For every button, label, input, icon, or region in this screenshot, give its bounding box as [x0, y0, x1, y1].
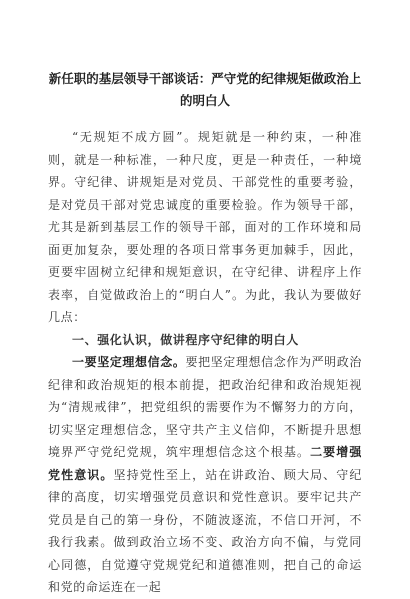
point-1-title: 一要坚定理想信念。: [72, 355, 186, 369]
point-paragraph: [48, 351, 362, 599]
document-title: [48, 68, 362, 112]
title-line-2: 的明白人: [179, 93, 230, 108]
intro-paragraph: “无规矩不成方圆”。规矩就是一种约束，一种准则，就是一种标准，一种尺度，更是一种责任，一种境界。守纪律、讲规矩是对党员、干部党性的重要考验，是对党员干部对党忠诚度的重要检验。作为领导干部，尤其是新到基层工作的领导干部，面对的工作环境和局面更加复杂，要处理的各项日常事务更加棘手，因此，更要牢固树立纪律和规矩意识，在守纪律、讲程序上作表率，自觉做政治上的“明白人”。为此，我认为要做好几点：: [48, 130, 362, 324]
section-heading: 一、强化认识，做讲程序守纪律的明白人: [72, 332, 299, 347]
point-2-title: 二要增强党性意识。: [48, 445, 362, 482]
point-2-text: 坚持党性至上，站在讲政治、顾大局、守纪律的高度，切实增强党员意识和党性意识。要牢记共产党员是自己的第一身份，不随波逐流，不信口开河，不我行我素。做到政治立场不变、政治方向不偏，与党同心同德，自觉遵守党规党纪和道德准则，把自己的命运和党的命运连在一起: [48, 467, 362, 594]
title-line-1: 新任职的基层领导干部谈话：严守党的纪律规矩做政治上: [48, 71, 362, 86]
point-1-text: 要把坚定理想信念作为严明政治纪律和政治规矩的根本前提，把政治纪律和政治规矩视为“清规戒律”，把党组织的需要作为不懈努力的方向，切实坚定理想信念，坚守共产主义信仰，不断提升思想境界严守党纪党规，筑牢理想信念这个根基。: [48, 355, 362, 459]
document-body: [48, 126, 362, 599]
